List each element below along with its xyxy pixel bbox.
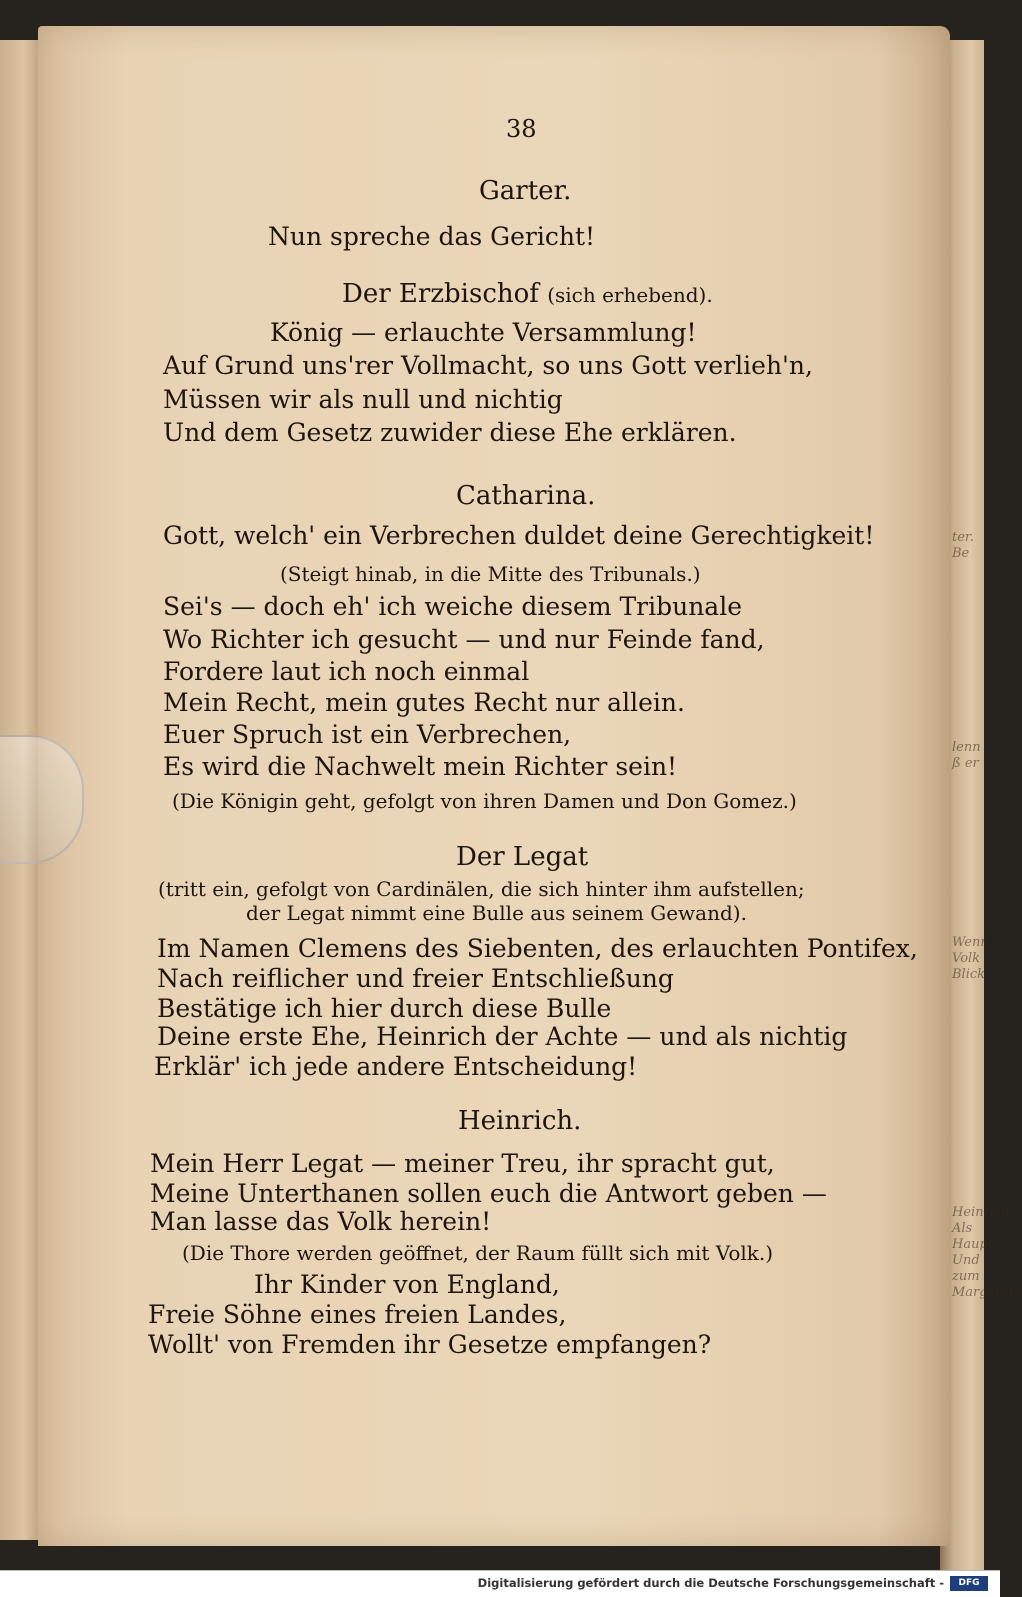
footer-credit: Digitalisierung gefördert durch die Deutsche Forschungsgemeinschaft - [477,1576,944,1590]
ghost-text-2: lenn ß er [952,740,981,771]
speaker-heinrich: Heinrich. [458,1106,582,1136]
footer-bar [0,1570,1000,1597]
verse-line: Man lasse das Volk herein! [150,1207,492,1236]
verse-line: Auf Grund uns'rer Vollmacht, so uns Gott verlieh'n, [163,351,813,380]
page-number: 38 [506,115,537,143]
ghost-text-4: Heinrich Als Haupt Und zum Margarete [952,1205,1022,1300]
verse-line: König — erlauchte Versammlung! [270,318,697,347]
verse-line: Mein Herr Legat — meiner Treu, ihr spracht gut, [150,1149,775,1178]
verse-line: Euer Spruch ist ein Verbrechen, [163,720,572,749]
speaker-erzbischof: Der Erzbischof (sich erhebend). [342,279,713,309]
verse-line: Meine Unterthanen sollen euch die Antwort geben — [150,1179,827,1208]
verse-line: Im Namen Clemens des Siebenten, des erlauchten Pontifex, [157,934,918,963]
ghost-text-3: Wenn Volk Blick [952,935,989,982]
verse-line: Und dem Gesetz zuwider diese Ehe erklären. [163,418,737,447]
verse-line: Mein Recht, mein gutes Recht nur allein. [163,688,685,717]
speaker-legat: Der Legat [456,842,589,872]
speaker-note: (sich erhebend). [547,283,713,307]
verse-line: Ihr Kinder von England, [254,1270,560,1299]
verse-line: Freie Söhne eines freien Landes, [148,1300,567,1329]
speaker-catharina: Catharina. [456,481,596,511]
speaker-garter: Garter. [479,176,572,206]
stage-direction: (tritt ein, gefolgt von Cardinälen, die sich hinter ihm aufstellen; [158,877,805,901]
verse-line: Sei's — doch eh' ich weiche diesem Tribunale [163,592,743,621]
verse-line: Gott, welch' ein Verbrechen duldet deine Gerechtigkeit! [163,521,875,550]
stage-direction: (Die Königin geht, gefolgt von ihren Damen und Don Gomez.) [172,789,797,813]
verse-line: Fordere laut ich noch einmal [163,657,530,686]
verse-line: Nach reiflicher und freier Entschließung [157,964,674,993]
ghost-text-1: ter. Be [952,530,974,561]
verse-line: Wo Richter ich gesucht — und nur Feinde fand, [163,625,765,654]
stage-direction: (Steigt hinab, in die Mitte des Tribunals.) [280,562,701,586]
verse-line: Nun spreche das Gericht! [268,222,596,251]
verse-line: Wollt' von Fremden ihr Gesetze empfangen? [148,1330,712,1359]
verse-line: Bestätige ich hier durch diese Bulle [157,994,612,1023]
stage-direction: der Legat nimmt eine Bulle aus seinem Gewand). [246,901,747,925]
verse-line: Deine erste Ehe, Heinrich der Achte — und als nichtig [157,1022,848,1051]
verse-line: Erklär' ich jede andere Entscheidung! [154,1052,638,1081]
stage-direction: (Die Thore werden geöffnet, der Raum füllt sich mit Volk.) [182,1241,774,1265]
verse-line: Es wird die Nachwelt mein Richter sein! [163,752,678,781]
verse-line: Müssen wir als null und nichtig [163,385,563,414]
dfg-logo: DFG [950,1576,988,1591]
